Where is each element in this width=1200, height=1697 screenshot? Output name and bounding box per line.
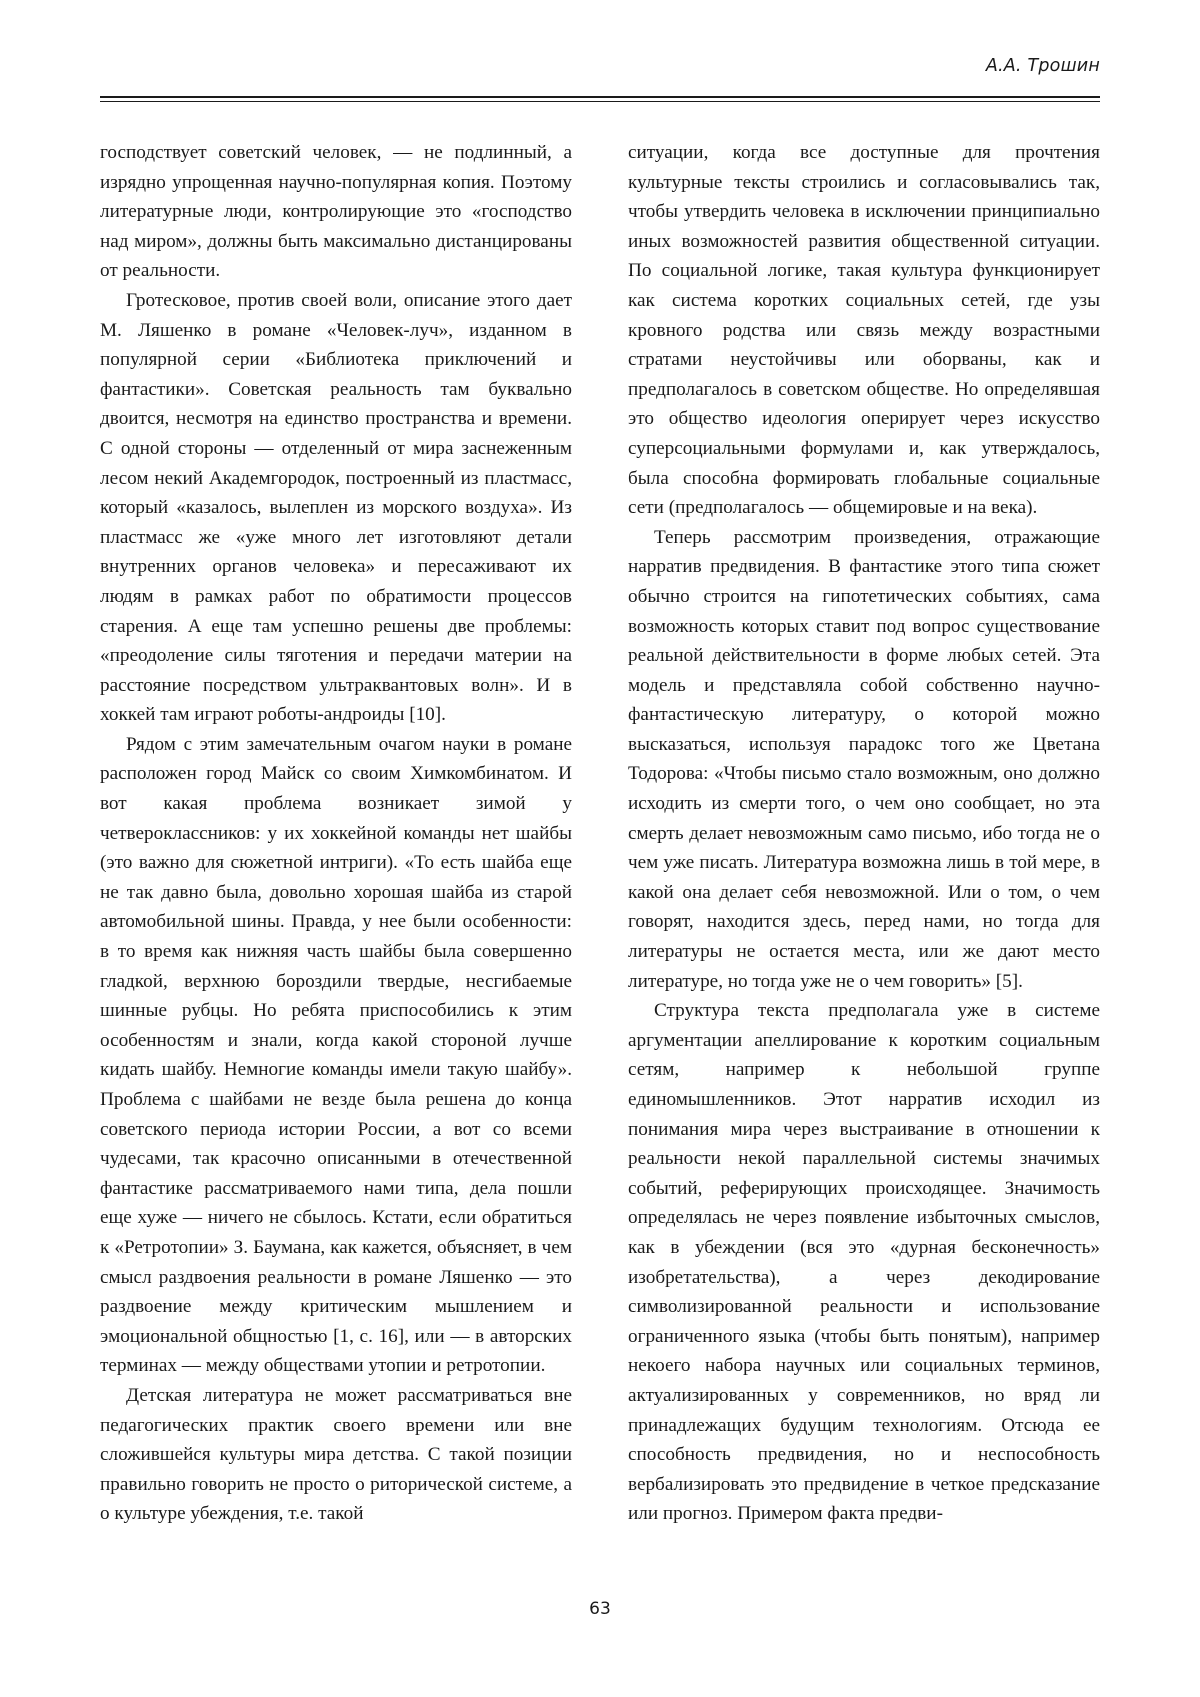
right-column — [628, 138, 1100, 1529]
paragraph: Гротесковое, против своей воли, описание этого дает М. Ляшенко в романе «Человек-луч», изданном в популярной серии «Библиотека приключений и фантастики». Советская реальность там буквально двоится, несмотря на единство пространства и времени. С одной стороны — отделенный от мира заснеженным лесом некий Академгородок, построенный из пластмасс, который «казалось, вылеплен из морского воздуха». Из пластмасс же «уже много лет изготовляют детали внутренних органов человека» и пересаживают их людям в рамках работ по обратимости процессов старения. А еще там успешно решены две проблемы: «преодоление силы тяготения и передачи материи на расстояние посредством ультраквантовых волн». И в хоккей там играют роботы-андроиды [10]. — [100, 289, 572, 726]
paragraph: Рядом с этим замечательным очагом науки в романе расположен город Майск со своим Химкомбинатом. И вот какая проблема возникает зимой у четвероклассников: у их хоккейной команды нет шайбы (это важно для сюжетной интриги). «То есть шайба еще не так давно была, довольно хорошая шайба из старой автомобильной шины. Правда, у нее были особенности: в то время как нижняя часть шайбы была совершенно гладкой, верхнюю бороздили твердые, несгибаемые шинные рубцы. Но ребята приспособились к этим особенностям и знали, когда какой стороной лучше кидать шайбу. Немногие команды имели такую шайбу». Проблема с шайбами не везде была решена до конца советского периода истории России, а вот со всеми чудесами, так красочно описанными в отечественной фантастике рассматриваемого нами типа, дела пошли еще хуже — ничего не сбылось. Кстати, если обратиться к «Ретротопии» З. Баумана, как кажется, объясняет, в чем смысл раздвоения реальности в романе Ляшенко — это раздвоение между критическим мышлением и эмоциональной общностью [1, с. 16], или — в авторских терминах — между обществами утопии и ретротопии. — [100, 733, 572, 1377]
header-rule — [100, 96, 1100, 102]
running-head: А.А. Трошин — [985, 56, 1100, 76]
paragraph: господствует советский человек, — не подлинный, а изрядно упрощенная научно-популярная копия. Поэтому литературные люди, контролирующие это «господство над миром», должны быть максимально дистанцированы от реальности. — [100, 142, 572, 282]
left-column — [100, 138, 572, 1529]
page-number: 63 — [589, 1599, 611, 1619]
body-columns — [100, 138, 1100, 1529]
paragraph: Детская литература не может рассматриваться вне педагогических практик своего времени или вне сложившейся культуры мира детства. С такой позиции правильно говорить не просто о риторической системе, а о культуре убеждения, т.е. такой — [100, 1384, 572, 1525]
paragraph: Структура текста предполагала уже в системе аргументации апеллирование к коротким социальным сетям, например к небольшой группе единомышленников. Этот нарратив исходил из понимания мира через выстраивание в отношении к реальности некой параллельной системы значимых событий, реферирующих происходящее. Значимость определялась не через появление избыточных смыслов, как в убеждении (вся это «дурная бесконечность» изобретательства), а через декодирование символизированной реальности и использование ограниченного языка (чтобы быть понятым), например некоего набора научных или социальных терминов, актуализированных у современников, но вряд ли принадлежащих будущим технологиям. Отсюда ее способность предвидения, но и неспособность вербализировать это предвидение в четкое предсказание или прогноз. Примером факта предви- — [628, 1000, 1100, 1525]
paragraph: Теперь рассмотрим произведения, отражающие нарратив предвидения. В фантастике этого типа сюжет обычно строится на гипотетических событиях, сама возможность которых ставит под вопрос существование реальной действительности в форме любых сетей. Эта модель и представляла собой собственно научно-фантастическую литературу, о которой можно высказаться, используя парадокс того же Цветана Тодорова: «Чтобы письмо стало возможным, оно должно исходить из смерти того, о чем оно сообщает, но эта смерть делает невозможным само письмо, ибо тогда не о чем уже писать. Литература возможна лишь в той мере, в какой она делает себя невозможной. Или о том, о чем говорят, находится здесь, перед нами, но тогда для литературы не остается места, или же дают место литературе, но тогда уже не о чем говорить» [5]. — [628, 526, 1100, 992]
header-rule-thin — [100, 101, 1100, 102]
paragraph: ситуации, когда все доступные для прочтения культурные тексты строились и согласовывались так, чтобы утвердить человека в исключении принципиально иных возможностей развития общественной ситуации. По социальной логике, такая культура функционирует как система коротких социальных сетей, где узы кровного родства или связь между возрастными стратами неустойчивы или оборваны, как и предполагалось в советском обществе. Но определявшая это общество идеология оперирует через искусство суперсоциальными формулами и, как утверждалось, была способна формировать глобальные социальные сети (предполагалось — общемировые и на века). — [628, 142, 1100, 519]
